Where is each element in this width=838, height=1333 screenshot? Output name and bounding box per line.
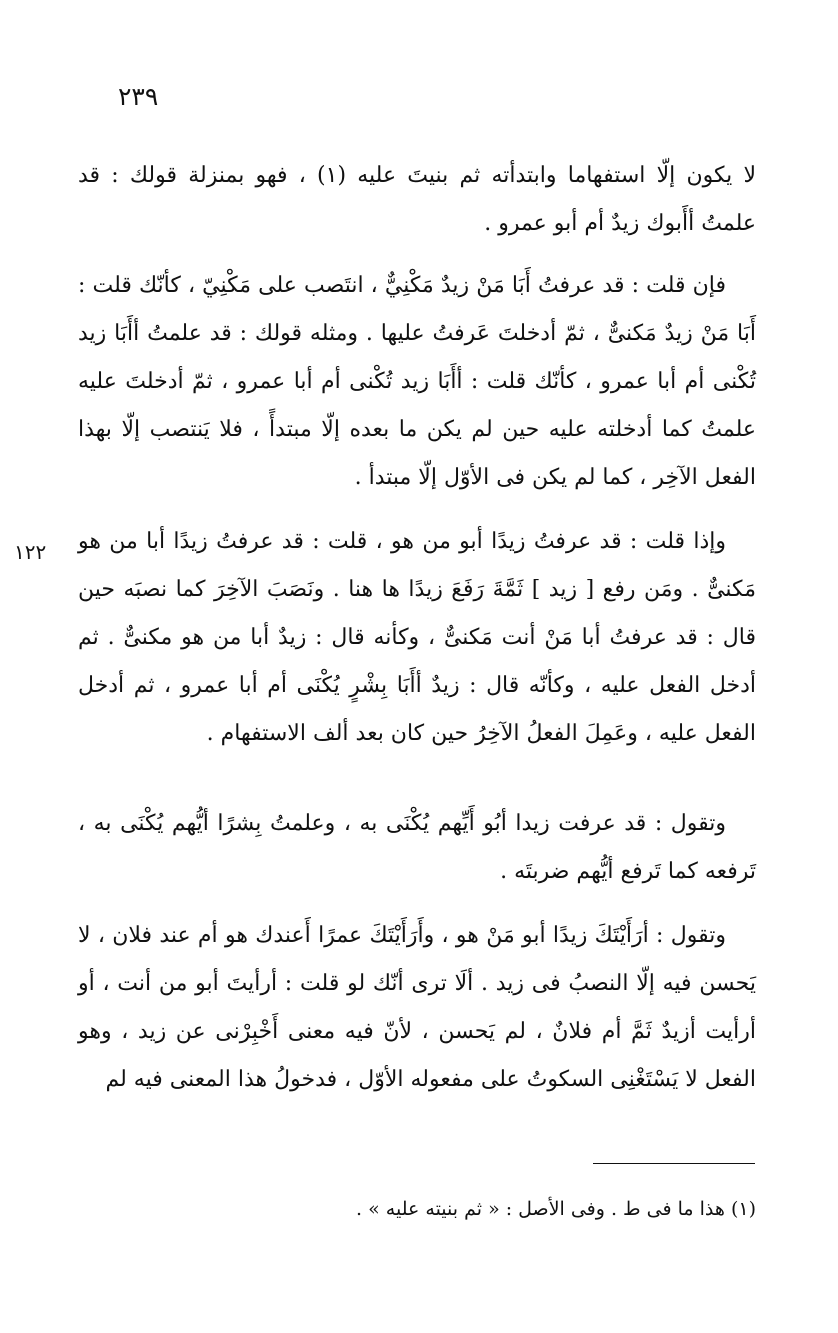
paragraph-5 (78, 912, 756, 1104)
paragraph-text: وإذا قلت : قد عرفتُ زيدًا أبو من هو ، قلت : قد عرفتُ زيدًا أبا من هو مَكنىٌّ . ومَن رفع [ زيد ] ثَمَّةَ رَفَعَ زيدًا ها هنا . ونَصَبَ الآخِرَ كما نصبَه حين قال : قد عرفتُ أبا مَنْ أنت مَكنىٌّ ، وكأنه قال : زيدٌ أبا من هو مكنىٌّ . ثم أدخل الفعل عليه ، وكأنّه قال : زيدٌ أأَبَا بِشْرٍ يُكْنَى أم أبا عمرو ، ثم أدخل الفعل عليه ، وعَمِلَ الفعلُ الآخِرُ حين كان بعد ألف الاستفهام . (78, 529, 756, 746)
paragraph-4 (78, 800, 756, 896)
paragraph-text: فإن قلت : قد عرفتُ أَبَا مَنْ زيدٌ مَكْنِيٌّ ، انتَصب على مَكْنِيّ ، كأنّك قلت : أَبَا مَنْ زيدٌ مَكنىٌّ ، ثمّ أدخلتَ عَرفتُ عليها . ومثله قولك : قد علمتُ أأَبَا زيد تُكْنى أم أبا عمرو ، كأنّك قلت : أأَبَا زيد تُكْنى أم أبا عمرو ، ثمّ أدخلتَ عليه علمتُ كما أدخلته عليه حين لم يكن ما بعده إلّا مبتدأً ، فلا يَنتصب إلّا بهذا الفعل الآخِر ، كما لم يكن فى الأوّل إلّا مبتدأ . (78, 273, 756, 490)
paragraph-text: وتقول : أرَأَيْتَكَ زيدًا أبو مَنْ هو ، وأَرَأَيْتَكَ عمرًا أَعندك هو أم عند فلان ، لا يَحسن فيه إلّا النصبُ فى زيد . ألَا ترى أنّك لو قلت : أرأيتَ أبو من أنت ، أو أرأيت أزيدٌ ثَمَّ أم فلانٌ ، لم يَحسن ، لأنّ فيه معنى أَخْبِرْنى عن زيد ، وهو الفعل لا يَسْتَغْنِى السكوتُ على مفعوله الأوّل ، فدخولُ هذا المعنى فيه لم (78, 923, 756, 1092)
paragraph-1 (78, 152, 756, 248)
footnote-divider (593, 1163, 755, 1164)
paragraph-3 (78, 518, 756, 758)
page-number: ٢٣٩ (118, 82, 159, 111)
paragraph-2 (78, 262, 756, 502)
footnote: (١) هذا ما فى ط . وفى الأصل : « ثم بنيته عليه » . (356, 1198, 756, 1220)
margin-reference-number: ١٢٢ (14, 540, 47, 564)
paragraph-text: وتقول : قد عرفت زيدا أبُو أَيِّهم يُكْنَى به ، وعلمتُ بِشرًا أيُّهم يُكْنَى به ، تَرفعه كما تَرفع أيُّهم ضربتَه . (78, 811, 756, 884)
paragraph-text: لا يكون إلّا استفهاما وابتدأته ثم بنيتَ عليه (١) ، فهو بمنزلة قولك : قد علمتُ أأَبوك زيدٌ أم أبو عمرو . (78, 163, 756, 236)
